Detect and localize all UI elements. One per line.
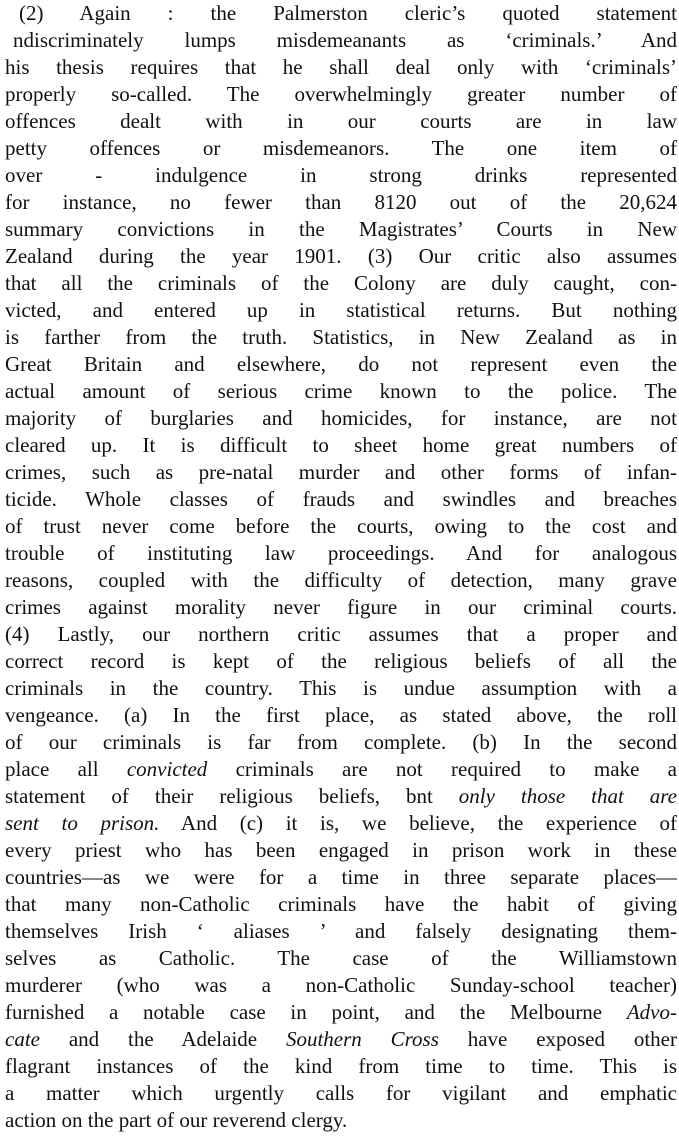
- article-line: (4) Lastly, our northern critic assumes that a proper and: [5, 622, 677, 646]
- article-line: sent to prison. And (c) it is, we believe, the experience of: [5, 811, 677, 835]
- italic-phrase: Southern Cross: [285, 1027, 439, 1051]
- article-line: that all the criminals of the Colony are duly caught, con-: [5, 271, 677, 295]
- article-line: that many non-Catholic criminals have the habit of giving: [5, 892, 677, 916]
- article-line: majority of burglaries and homicides, for instance, are not: [5, 406, 677, 430]
- article-line: actual amount of serious crime known to the police. The: [5, 379, 677, 403]
- article-line: crimes against morality never figure in our criminal courts.: [5, 595, 677, 619]
- article-line: reasons, coupled with the difficulty of detection, many grave: [5, 568, 677, 592]
- article-line: (2) Again : the Palmerston cleric’s quoted statement: [19, 1, 677, 25]
- article-line: ndiscriminately lumps misdemeanants as ‘criminals.’ And: [13, 28, 677, 52]
- article-line: ticide. Whole classes of frauds and swindles and breaches: [5, 487, 677, 511]
- article-line: of trust never come before the courts, owing to the cost and: [5, 514, 677, 538]
- article-line: statement of their religious beliefs, bnt only those that are: [5, 784, 677, 808]
- italic-phrase: only those that are: [458, 784, 677, 808]
- article-line: Zealand during the year 1901. (3) Our critic also assumes: [5, 244, 677, 268]
- article-line: selves as Catholic. The case of the Williamstown: [5, 946, 677, 970]
- article-line: action on the part of our reverend clergy.: [5, 1108, 348, 1132]
- article-line: over - indulgence in strong drinks represented: [5, 163, 677, 187]
- article-line: is farther from the truth. Statistics, in New Zealand as in: [5, 325, 677, 349]
- article-line: for instance, no fewer than 8120 out of the 20,624: [5, 190, 677, 214]
- article-line: crimes, such as pre-natal murder and other forms of infan-: [5, 460, 677, 484]
- article-line: victed, and entered up in statistical returns. But nothing: [5, 298, 677, 322]
- article-line: themselves Irish ‘ aliases ’ and falsely designating them-: [5, 919, 677, 943]
- article-line: flagrant instances of the kind from time to time. This is: [5, 1054, 677, 1078]
- article-line: a matter which urgently calls for vigilant and emphatic: [5, 1081, 677, 1105]
- article-line: furnished a notable case in point, and the Melbourne Advo-: [5, 1000, 677, 1024]
- article-line: summary convictions in the Magistrates’ Courts in New: [5, 217, 677, 241]
- article-line: properly so-called. The overwhelmingly greater number of: [5, 82, 677, 106]
- article-line: murderer (who was a non-Catholic Sunday-school teacher): [5, 973, 677, 997]
- italic-phrase: convicted: [126, 757, 208, 781]
- italic-phrase: cate: [5, 1027, 40, 1051]
- article-line: cate and the Adelaide Southern Cross have exposed other: [5, 1027, 677, 1051]
- italic-phrase: Advo-: [626, 1000, 677, 1024]
- italic-phrase: sent to prison.: [5, 811, 160, 835]
- article-line: criminals in the country. This is undue assumption with a: [5, 676, 677, 700]
- article-line: vengeance. (a) In the first place, as stated above, the roll: [5, 703, 677, 727]
- article-line: place all convicted criminals are not required to make a: [5, 757, 677, 781]
- article-line: of our criminals is far from complete. (b) In the second: [5, 730, 677, 754]
- article-line: correct record is kept of the religious beliefs of all the: [5, 649, 677, 673]
- article-line: petty offences or misdemeanors. The one item of: [5, 136, 677, 160]
- article-line: offences dealt with in our courts are in law: [5, 109, 677, 133]
- article-line: trouble of instituting law proceedings. And for analogous: [5, 541, 677, 565]
- article-line: every priest who has been engaged in prison work in these: [5, 838, 677, 862]
- article-line: his thesis requires that he shall deal only with ‘criminals’: [5, 55, 677, 79]
- article-page: [5, 0, 677, 1136]
- article-line: countries—as we were for a time in three separate places—: [5, 865, 677, 889]
- article-line: cleared up. It is difficult to sheet home great numbers of: [5, 433, 677, 457]
- article-line: Great Britain and elsewhere, do not represent even the: [5, 352, 677, 376]
